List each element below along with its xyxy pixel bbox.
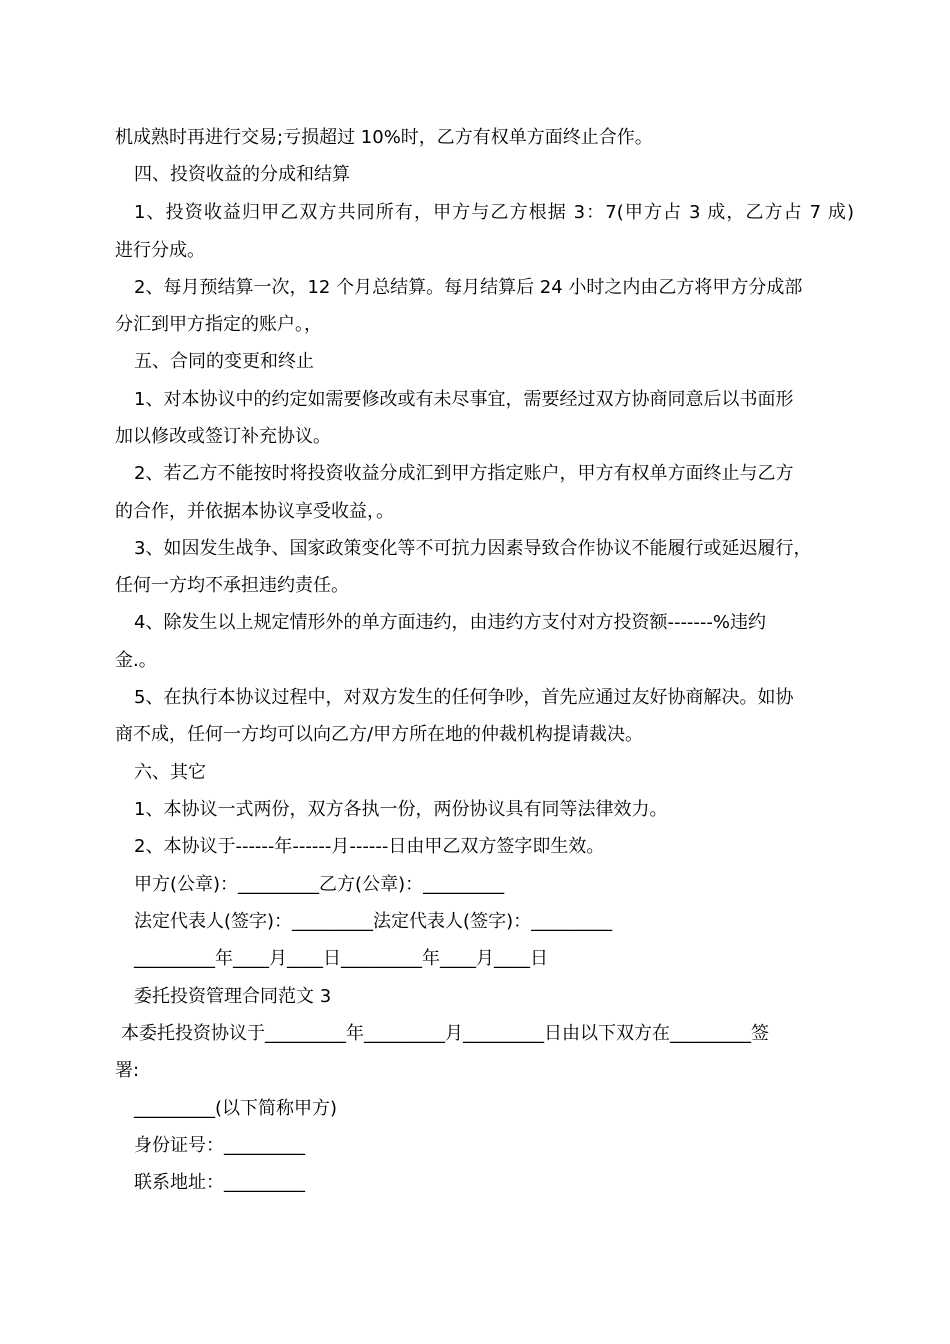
paragraph-line: 4、除发生以上规定情形外的单方面违约，由违约方支付对方投资额-------%违约 — [134, 612, 767, 633]
paragraph-line: 3、如因发生战争、国家政策变化等不可抗力因素导致合作协议不能履行或延迟履行， — [134, 538, 812, 559]
paragraph-line: 2、本协议于------年------月------日由甲乙双方签字即生效。 — [134, 836, 605, 857]
signature-line: 法定代表人(签字)：_________法定代表人(签字)：_________ — [134, 911, 613, 932]
paragraph-line: 加以修改或签订补充协议。 — [115, 426, 331, 447]
paragraph-line: 1、本协议一式两份，双方各执一份，两份协议具有同等法律效力。 — [134, 799, 668, 820]
paragraph-line: 2、每月预结算一次，12 个月总结算。每月结算后 24 小时之内由乙方将甲方分成部 — [134, 277, 803, 298]
form-line: 联系地址：_________ — [134, 1172, 305, 1193]
paragraph-line: 任何一方均不承担违约责任。 — [115, 575, 349, 596]
paragraph-line: 商不成，任何一方均可以向乙方/甲方所在地的仲裁机构提请裁决。 — [115, 724, 644, 745]
paragraph-line: 1、对本协议中的约定如需要修改或有未尽事宜，需要经过双方协商同意后以书面形 — [134, 389, 794, 410]
document-title: 委托投资管理合同范文 3 — [134, 986, 332, 1007]
paragraph-line: 1、投资收益归甲乙双方共同所有，甲方与乙方根据 3：7(甲方占 3 成，乙方占 7 成) — [134, 202, 854, 223]
paragraph-line: 2、若乙方不能按时将投资收益分成汇到甲方指定账户，甲方有权单方面终止与乙方 — [134, 463, 794, 484]
paragraph-line: 的合作，并依据本协议享受收益，。 — [115, 501, 394, 522]
paragraph-line: 5、在执行本协议过程中，对双方发生的任何争吵，首先应通过友好协商解决。如协 — [134, 687, 794, 708]
paragraph-line: 本委托投资协议于_________年_________月_________日由以下双方在_________签 — [121, 1023, 769, 1044]
paragraph-line: 机成熟时再进行交易;亏损超过 10%时，乙方有权单方面终止合作。 — [115, 127, 653, 148]
paragraph-line: 金.。 — [115, 650, 157, 671]
paragraph-line: 分汇到甲方指定的账户。， — [115, 314, 322, 335]
signature-line: 甲方(公章)：_________乙方(公章)：_________ — [134, 874, 505, 895]
section-heading: 四、投资收益的分成和结算 — [134, 164, 350, 185]
section-heading: 五、合同的变更和终止 — [134, 351, 314, 372]
paragraph-line: 署: — [115, 1060, 140, 1081]
paragraph-line: 进行分成。 — [115, 240, 205, 261]
date-line: _________年____月____日_________年____月____日 — [134, 948, 548, 969]
form-line: 身份证号：_________ — [134, 1135, 305, 1156]
section-heading: 六、其它 — [134, 762, 206, 783]
form-line: _________(以下简称甲方) — [134, 1098, 338, 1119]
